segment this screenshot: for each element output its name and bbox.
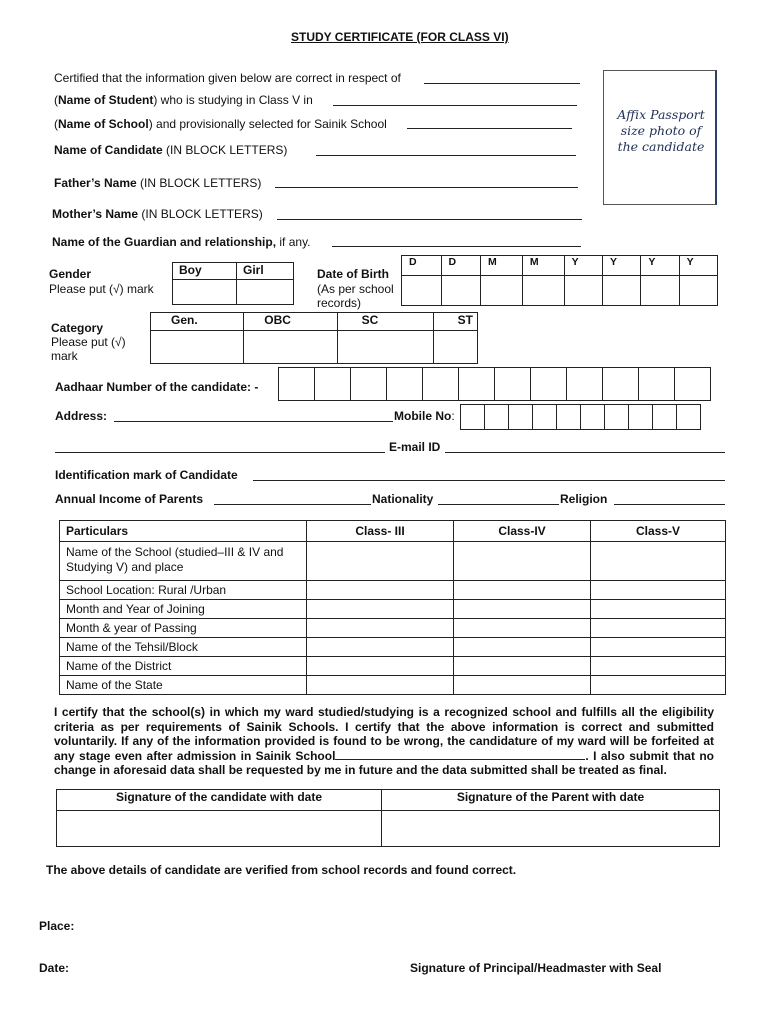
table-cell[interactable] [591, 600, 726, 619]
sig-candidate-field[interactable] [57, 811, 382, 847]
father-label: Father’s Name [54, 176, 137, 190]
category-check-obc[interactable] [244, 331, 337, 364]
table-cell[interactable] [307, 676, 454, 695]
paren: ( [54, 117, 58, 131]
dob-col-m2: M [522, 256, 564, 276]
religion-field[interactable] [614, 504, 725, 505]
aadhaar-digit-cell[interactable] [422, 367, 459, 401]
mobile-digit-cell[interactable] [460, 404, 485, 430]
mother-line [52, 207, 263, 221]
table-cell[interactable] [591, 638, 726, 657]
gender-label: Gender [49, 267, 92, 281]
student-label: Name of Student [58, 93, 154, 107]
declaration-blank[interactable] [335, 749, 585, 760]
photo-box-label: Affix Passport size photo of the candidate [617, 107, 705, 154]
mobile-digit-cell[interactable] [508, 404, 533, 430]
colon: : [451, 409, 455, 423]
gender-hint: Please put (√) mark [49, 282, 154, 296]
table-row-label: Name of the School (studied–III & IV and Studying V) and place [60, 542, 307, 581]
category-hint-2: mark [51, 349, 78, 363]
table-cell[interactable] [454, 600, 591, 619]
table-cell[interactable] [591, 581, 726, 600]
dob-col-d1: D [402, 256, 442, 276]
guardian-field[interactable] [332, 246, 581, 247]
gender-option-boy: Boy [173, 263, 237, 280]
table-cell[interactable] [454, 676, 591, 695]
table-cell[interactable] [307, 542, 454, 581]
aadhaar-label: Aadhaar Number of the candidate: - [55, 380, 259, 394]
dob-col-y4: Y [679, 256, 717, 276]
dob-cell[interactable] [564, 276, 602, 306]
category-check-sc[interactable] [337, 331, 433, 364]
table-cell[interactable] [591, 619, 726, 638]
student-school-field[interactable] [333, 105, 577, 106]
sig-parent-field[interactable] [382, 811, 720, 847]
student-rest: ) who is studying in Class V in [153, 93, 313, 107]
table-row-label: Name of the District [60, 657, 307, 676]
nationality-field[interactable] [438, 504, 559, 505]
father-name-field[interactable] [275, 187, 578, 188]
dob-col-m1: M [481, 256, 523, 276]
aadhaar-digit-cell[interactable] [386, 367, 423, 401]
ident-field[interactable] [253, 480, 725, 481]
table-cell[interactable] [591, 676, 726, 695]
aadhaar-digit-cell[interactable] [458, 367, 495, 401]
table-header-class-iii: Class- III [307, 521, 454, 542]
dob-col-y2: Y [602, 256, 640, 276]
place-label: Place: [39, 919, 75, 933]
table-row-label: Name of the State [60, 676, 307, 695]
photo-box[interactable] [603, 70, 717, 205]
school-rest: ) and provisionally selected for Sainik School [148, 117, 387, 131]
sig-candidate-label: Signature of the candidate with date [57, 790, 382, 811]
aadhaar-digit-cell[interactable] [530, 367, 567, 401]
gender-check-girl[interactable] [237, 280, 294, 305]
category-option-gen: Gen. [151, 313, 244, 331]
dob-cell[interactable] [679, 276, 717, 306]
table-cell[interactable] [454, 619, 591, 638]
table-cell[interactable] [591, 542, 726, 581]
address-field[interactable] [114, 421, 393, 422]
aadhaar-digit-cell[interactable] [674, 367, 711, 401]
paren: ( [54, 93, 58, 107]
table-cell[interactable] [307, 600, 454, 619]
school-label: Name of School [58, 117, 149, 131]
declaration-part-a: I certify that the school(s) in which my ward studied/studying is a recognized school and fulfills all the eligibility criteria as per requirements of Sainik Schools. I certify that the above information is correct and submitted voluntarily. If any of the information provided is found to be wrong, the candidature of my ward will be forfeited at any stage even after admission in Sainik School [54, 705, 714, 763]
table-cell[interactable] [307, 581, 454, 600]
dob-cell[interactable] [402, 276, 442, 306]
block-letters: (IN BLOCK LETTERS) [141, 207, 263, 221]
income-label: Annual Income of Parents [55, 492, 204, 506]
signature-table [56, 789, 720, 847]
candidate-line [54, 143, 287, 157]
address-continuation-field[interactable] [55, 452, 385, 453]
guardian-label: Name of the Guardian and relationship, [52, 235, 277, 249]
aadhaar-digit-cell[interactable] [602, 367, 639, 401]
mobile-label [394, 409, 455, 423]
category-check-st[interactable] [433, 331, 477, 364]
gender-table [172, 262, 294, 305]
dob-col-y3: Y [641, 256, 679, 276]
block-letters: (IN BLOCK LETTERS) [140, 176, 262, 190]
table-cell[interactable] [307, 657, 454, 676]
table-cell[interactable] [454, 542, 591, 581]
table-cell[interactable] [454, 657, 591, 676]
student-line [54, 93, 313, 107]
dob-col-y1: Y [564, 256, 602, 276]
candidate-label: Name of Candidate [54, 143, 163, 157]
dob-col-d2: D [441, 256, 481, 276]
category-option-obc: OBC [244, 313, 337, 331]
dob-hint-1: (As per school [317, 282, 394, 296]
candidate-name-field[interactable] [316, 155, 576, 156]
category-check-gen[interactable] [151, 331, 244, 364]
dob-cell[interactable] [481, 276, 523, 306]
ident-label: Identification mark of Candidate [55, 468, 238, 482]
verified-text: The above details of candidate are verified from school records and found correct. [46, 863, 517, 877]
table-row-label: Month and Year of Joining [60, 600, 307, 619]
table-row-label: Name of the Tehsil/Block [60, 638, 307, 657]
dob-cell[interactable] [602, 276, 640, 306]
religion-label: Religion [560, 492, 608, 506]
school-history-table [59, 520, 726, 695]
aadhaar-digit-cell[interactable] [494, 367, 531, 401]
declaration-part-b: . I also submit that no change in aforesaid data shall be requested by me in future and the data submitted shall be treated as final. [54, 748, 714, 777]
mother-label: Mother’s Name [52, 207, 139, 221]
dob-hint-2: records) [317, 296, 362, 310]
gender-option-girl: Girl [237, 263, 294, 280]
table-row-label: School Location: Rural /Urban [60, 581, 307, 600]
table-cell[interactable] [307, 638, 454, 657]
mobile-digit-cell[interactable] [676, 404, 701, 430]
father-line [54, 176, 261, 190]
mobile-digit-cell[interactable] [556, 404, 581, 430]
mobile-cells [461, 404, 701, 430]
category-hint-1: Please put (√) [51, 335, 126, 349]
mobile-digit-cell[interactable] [604, 404, 629, 430]
school-line [54, 117, 387, 131]
gender-check-boy[interactable] [173, 280, 237, 305]
principal-signature-label: Signature of Principal/Headmaster with Seal [410, 961, 662, 975]
sainik-school-field[interactable] [407, 128, 572, 129]
email-label: E-mail ID [389, 440, 441, 454]
guardian-line [52, 235, 311, 249]
income-field[interactable] [214, 504, 371, 505]
dob-cell[interactable] [522, 276, 564, 306]
table-header-class-v: Class-V [591, 521, 726, 542]
aadhaar-digit-cell[interactable] [638, 367, 675, 401]
declaration-text [54, 705, 714, 778]
table-row-label: Month & year of Passing [60, 619, 307, 638]
page-title: STUDY CERTIFICATE (FOR CLASS VI) [291, 30, 509, 44]
mother-name-field[interactable] [277, 219, 582, 220]
category-label: Category [51, 321, 104, 335]
table-cell[interactable] [454, 581, 591, 600]
guardian-rest: if any. [279, 235, 311, 249]
date-label: Date: [39, 961, 70, 975]
address-label: Address: [55, 409, 108, 423]
table-cell[interactable] [307, 619, 454, 638]
table-header-class-iv: Class-IV [454, 521, 591, 542]
category-table [150, 312, 478, 364]
dob-table [401, 255, 718, 306]
mobile-digit-cell[interactable] [652, 404, 677, 430]
aadhaar-digit-cell[interactable] [278, 367, 315, 401]
aadhaar-digit-cell[interactable] [566, 367, 603, 401]
table-cell[interactable] [591, 657, 726, 676]
respect-of-field[interactable] [424, 83, 580, 84]
nationality-label: Nationality [372, 492, 434, 506]
category-option-sc: SC [337, 313, 433, 331]
dob-cell[interactable] [641, 276, 679, 306]
mobile-label-text: Mobile No [394, 409, 452, 423]
aadhaar-digit-cell[interactable] [314, 367, 351, 401]
mobile-digit-cell[interactable] [628, 404, 653, 430]
sig-parent-label: Signature of the Parent with date [382, 790, 720, 811]
mobile-digit-cell[interactable] [580, 404, 605, 430]
aadhaar-cells [279, 367, 711, 401]
aadhaar-digit-cell[interactable] [350, 367, 387, 401]
block-letters: (IN BLOCK LETTERS) [166, 143, 288, 157]
mobile-digit-cell[interactable] [484, 404, 509, 430]
email-field[interactable] [445, 452, 725, 453]
certified-text: Certified that the information given below are correct in respect of [54, 71, 401, 85]
mobile-digit-cell[interactable] [532, 404, 557, 430]
dob-label: Date of Birth [317, 267, 389, 281]
table-header-particulars: Particulars [60, 521, 307, 542]
table-cell[interactable] [454, 638, 591, 657]
category-option-st: ST [433, 313, 477, 331]
dob-cell[interactable] [441, 276, 481, 306]
